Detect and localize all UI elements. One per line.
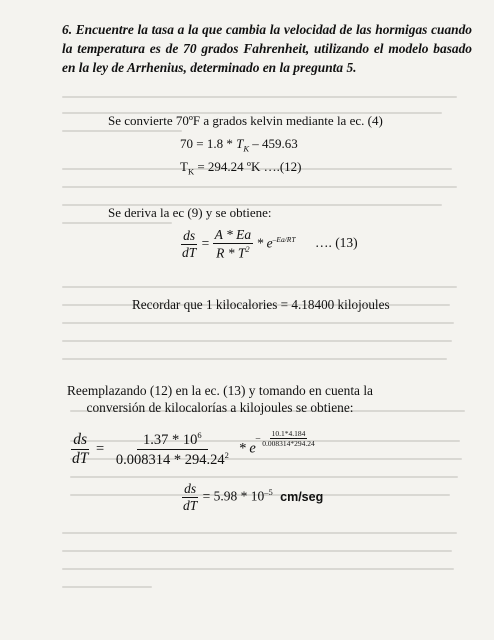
- equation-kelvin-result: $T_K = 294.24$ ºK ….(12): [180, 159, 302, 177]
- equation-fahrenheit-kelvin: $70 = 1.8 * T_K - 459.63$: [180, 136, 298, 154]
- result-units: cm/seg: [280, 489, 324, 504]
- derivative-intro: Se deriva la ec (9) y se obtiene:: [108, 205, 272, 220]
- question-text: 6. Encuentre la tasa a la que cambia la velocidad de las hormigas cuando la temperatura es de 70 grados Fahrenheit, utilizando el modelo basado en la ley de Arrhenius, determinado en la pregunta 5.: [62, 22, 472, 75]
- unit-conversion-note: Recordar que 1 kilocalories = 4.18400 kilojoules: [132, 297, 390, 312]
- conversion-intro: Se convierte 70ºF a grados kelvin mediante la ec. (4): [108, 113, 383, 128]
- equation-13: $\frac{ds}{dT}$ = $\frac{A * Ea}{R * T^2}$ * $e^{-Ea/RT}$ …. (13): [182, 227, 358, 261]
- equation-substituted: $\frac{ds}{dT}$ = $\frac{1.37 * 10^6}{0.008314 * 294.24^2}$ * $e^{- \frac{10.1*4.184}{0.008314*294.24}}$: [72, 429, 315, 468]
- result-equation: $\frac{ds}{dT}$ = $5.98 * 10^{-5}$ cm/seg: [183, 481, 324, 513]
- substitution-intro: Reemplazando (12) en la ec. (13) y tomando en cuenta la conversión de kilocalorías a kilojoules se obtiene:: [67, 383, 373, 415]
